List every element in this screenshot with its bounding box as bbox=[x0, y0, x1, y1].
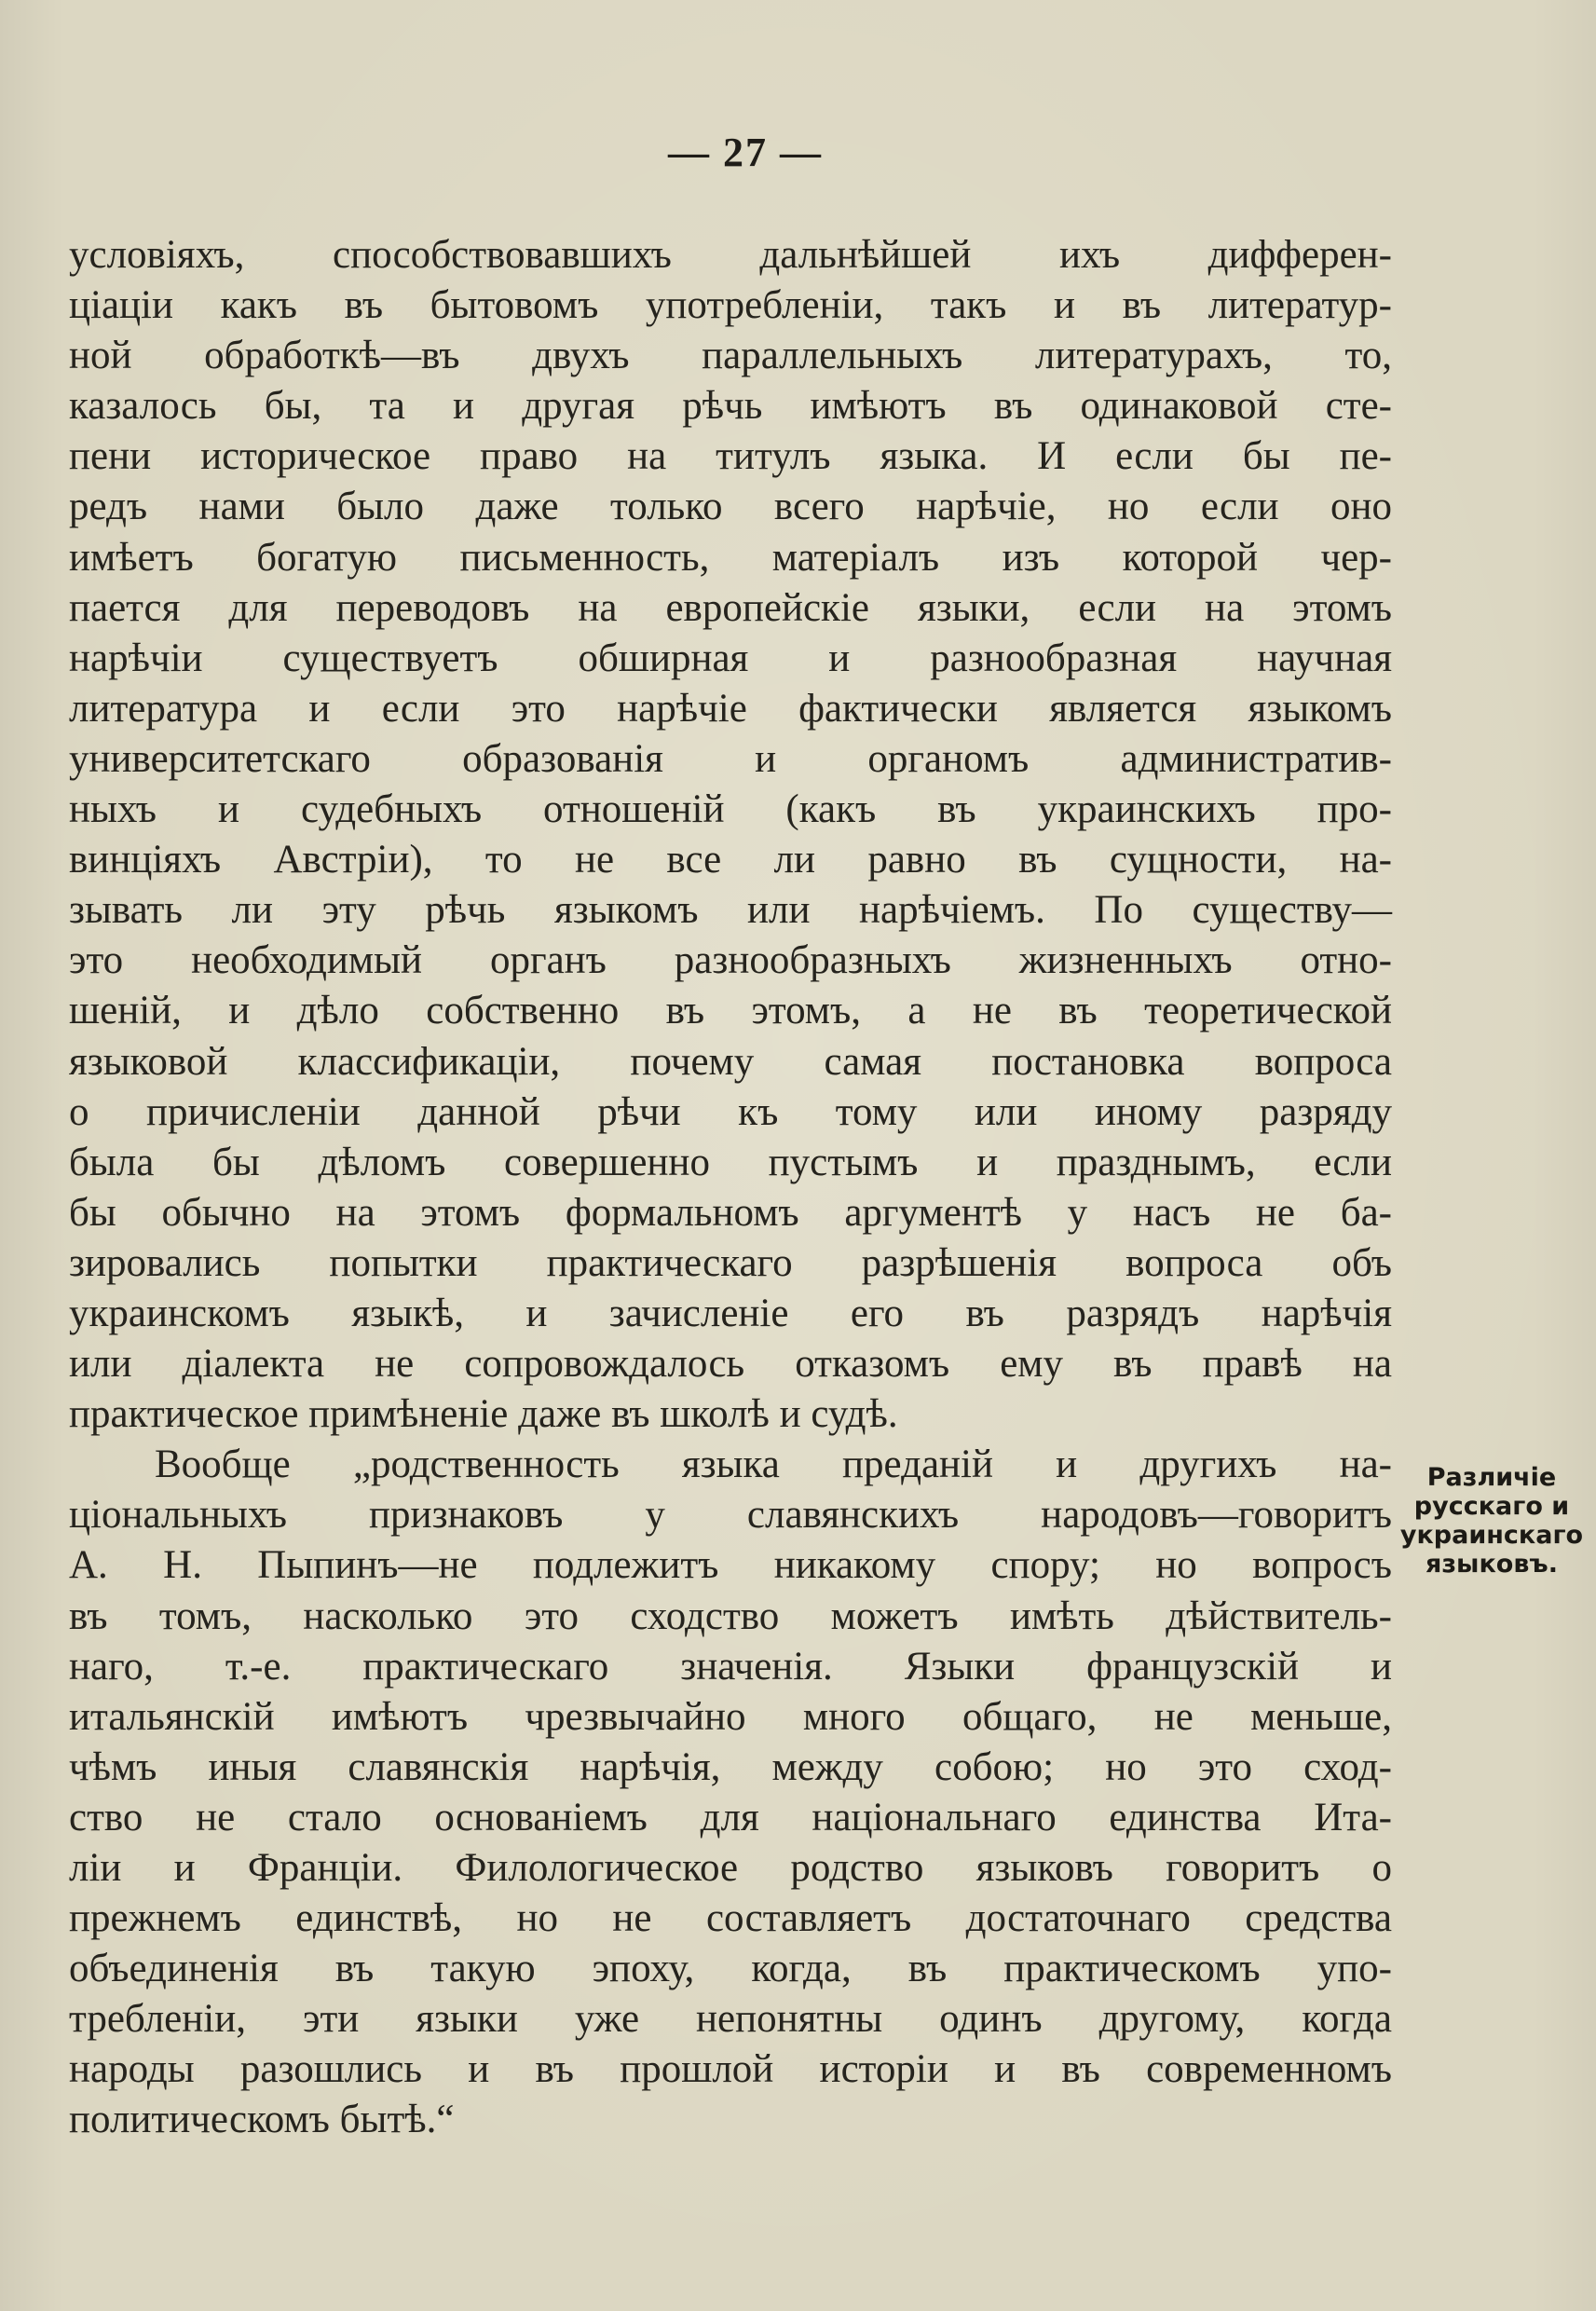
text-line: ціональныхъ признаковъ у славянскихъ народовъ—говоритъ bbox=[69, 1493, 1392, 1538]
text-line: пени историческое право на титулъ языка. И если бы пе- bbox=[69, 434, 1392, 479]
text-line: требленіи, эти языки уже непонятны одинъ другому, когда bbox=[69, 1997, 1392, 2042]
margin-note-line: украинскаго bbox=[1399, 1521, 1584, 1550]
text-line: въ томъ, насколько это сходство можетъ имѣть дѣйствитель- bbox=[69, 1593, 1392, 1638]
text-line: языковой классификаціи, почему самая постановка вопроса bbox=[69, 1039, 1392, 1084]
text-line: была бы дѣломъ совершенно пустымъ и празднымъ, если bbox=[69, 1140, 1392, 1184]
text-line: пается для переводовъ на европейскіе языки, если на этомъ bbox=[69, 585, 1392, 630]
text-line: зировались попытки практическаго разрѣшенія вопроса объ bbox=[69, 1240, 1392, 1285]
text-line: или діалекта не сопровождалось отказомъ ему въ правѣ на bbox=[69, 1342, 1392, 1387]
text-line: народы разошлись и въ прошлой исторіи и въ современномъ bbox=[69, 2047, 1392, 2092]
margin-note-line: Различіе bbox=[1426, 1463, 1557, 1492]
text-line: университетскаго образованія и органомъ административ- bbox=[69, 736, 1392, 781]
text-line: литература и если это нарѣчіе фактически является языкомъ bbox=[69, 686, 1392, 731]
text-line: А. Н. Пыпинъ—не подлежитъ никакому спору; но вопросъ bbox=[69, 1543, 1392, 1588]
margin-note-line: русскаго и bbox=[1413, 1492, 1570, 1521]
text-line: итальянскій имѣютъ чрезвычайно много общаго, не меньше, bbox=[69, 1694, 1392, 1739]
text-line: наго, т.-е. практическаго значенія. Языки французскій и bbox=[69, 1644, 1392, 1689]
text-line: имѣетъ богатую письменность, матеріалъ изъ которой чер- bbox=[69, 535, 1392, 580]
text-line: прежнемъ единствѣ, но не составляетъ достаточнаго средства bbox=[69, 1896, 1392, 1941]
paragraph-end-line: политическомъ бытѣ.“ bbox=[69, 2098, 455, 2142]
text-line: бы обычно на этомъ формальномъ аргументѣ у насъ не ба- bbox=[69, 1190, 1392, 1235]
paragraph-end-line: практическое примѣненіе даже въ школѣ и судѣ. bbox=[69, 1392, 898, 1437]
text-line: ныхъ и судебныхъ отношеній (какъ въ украинскихъ про- bbox=[69, 787, 1392, 832]
text-line: ціаціи какъ въ бытовомъ употребленіи, такъ и въ литератур- bbox=[69, 283, 1392, 328]
text-line: шеній, и дѣло собственно въ этомъ, а не въ теоретической bbox=[69, 989, 1392, 1033]
text-line: это необходимый органъ разнообразныхъ жизненныхъ отно- bbox=[69, 938, 1392, 983]
text-line: казалось бы, та и другая рѣчь имѣютъ въ одинаковой сте- bbox=[69, 384, 1392, 429]
body-text bbox=[69, 230, 1392, 2146]
page-number: — 27 — bbox=[668, 130, 823, 175]
text-line: винціяхъ Австріи), то не все ли равно въ сущности, на- bbox=[69, 838, 1392, 882]
paragraph-start-line: Вообще „родственность языка преданій и другихъ на- bbox=[155, 1443, 1392, 1487]
margin-note-line: языковъ. bbox=[1425, 1550, 1558, 1579]
text-line: чѣмъ иныя славянскія нарѣчія, между собою; но это сход- bbox=[69, 1744, 1392, 1789]
text-line: ной обработкѣ—въ двухъ параллельныхъ литературахъ, то, bbox=[69, 334, 1392, 378]
margin-note bbox=[1394, 1463, 1589, 1579]
text-line: украинскомъ языкѣ, и зачисленіе его въ разрядъ нарѣчія bbox=[69, 1291, 1392, 1335]
text-line: ліи и Франціи. Филологическое родство языковъ говоритъ о bbox=[69, 1846, 1392, 1890]
text-line: о причисленіи данной рѣчи къ тому или иному разряду bbox=[69, 1089, 1392, 1134]
text-line: зывать ли эту рѣчь языкомъ или нарѣчіемъ. По существу— bbox=[69, 888, 1392, 933]
text-line: условіяхъ, способствовавшихъ дальнѣйшей ихъ дифферен- bbox=[69, 233, 1392, 277]
text-line: объединенія въ такую эпоху, когда, въ практическомъ упо- bbox=[69, 1947, 1392, 1991]
text-line: редъ нами было даже только всего нарѣчіе, но если оно bbox=[69, 485, 1392, 529]
text-line: нарѣчіи существуетъ обширная и разнообразная научная bbox=[69, 636, 1392, 680]
text-line: ство не стало основаніемъ для національнаго единства Ита- bbox=[69, 1795, 1392, 1839]
